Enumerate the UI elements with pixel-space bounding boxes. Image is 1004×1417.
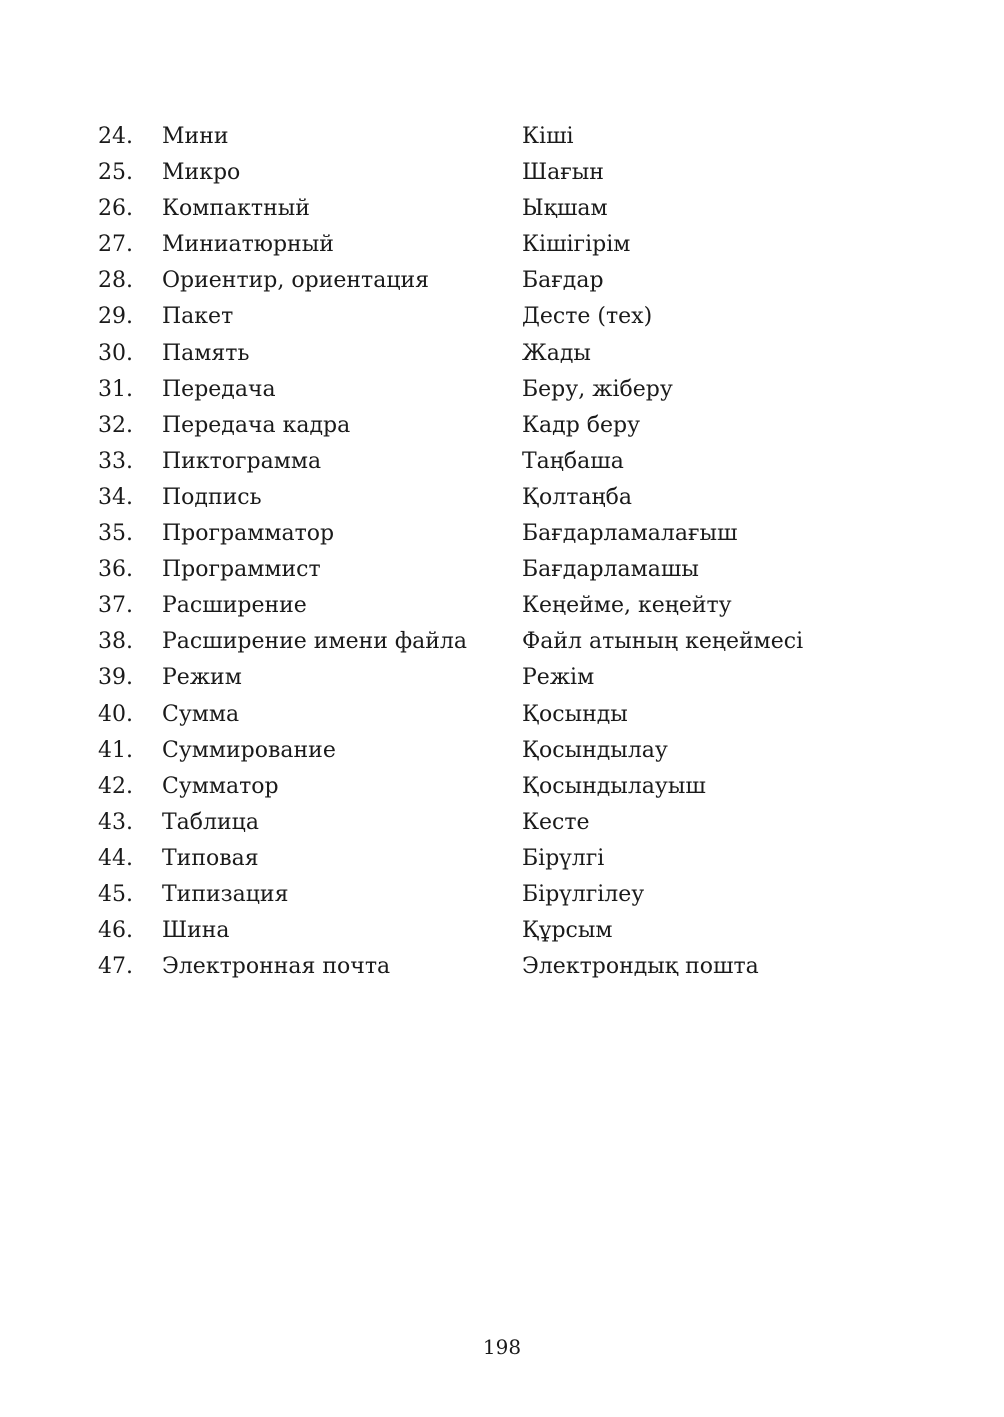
kazakh-term: Жады	[522, 340, 591, 366]
entry-number: 30.	[98, 340, 133, 366]
glossary-row	[0, 588, 1004, 624]
glossary-row	[0, 372, 1004, 408]
kazakh-term: Бірүлгілеу	[522, 881, 645, 907]
russian-term: Компактный	[162, 196, 310, 222]
russian-term: Подпись	[162, 484, 262, 510]
entry-number: 27.	[98, 232, 133, 258]
entry-number: 37.	[98, 593, 133, 619]
russian-term: Миниатюрный	[162, 232, 334, 258]
entry-number: 42.	[98, 773, 133, 799]
russian-term: Шина	[162, 918, 230, 944]
russian-term: Сумма	[162, 701, 240, 727]
russian-term: Микро	[162, 160, 241, 186]
kazakh-term: Бірүлгі	[522, 845, 605, 871]
glossary-row	[0, 552, 1004, 588]
entry-number: 33.	[98, 448, 133, 474]
russian-term: Суммирование	[162, 737, 336, 763]
russian-term: Программатор	[162, 521, 335, 547]
entry-number: 39.	[98, 665, 133, 691]
russian-term: Типизация	[162, 881, 289, 907]
russian-term: Ориентир, ориентация	[162, 268, 430, 294]
kazakh-term: Кеңейме, кеңейту	[522, 593, 732, 619]
glossary-row	[0, 516, 1004, 552]
kazakh-term: Бағдарламалағыш	[522, 521, 738, 547]
glossary-row	[0, 408, 1004, 444]
kazakh-term: Кіші	[522, 124, 574, 149]
russian-term: Пакет	[162, 304, 234, 330]
glossary-row	[0, 769, 1004, 805]
entry-number: 43.	[98, 809, 133, 835]
russian-term: Электронная почта	[162, 954, 391, 980]
kazakh-term: Қосындылауыш	[522, 773, 706, 799]
russian-term: Расширение	[162, 593, 307, 619]
kazakh-term: Қосындылау	[522, 737, 668, 763]
glossary-row	[0, 299, 1004, 335]
glossary-row	[0, 733, 1004, 769]
russian-term: Расширение имени файла	[162, 629, 468, 655]
kazakh-term: Шағын	[522, 160, 604, 186]
entry-number: 47.	[98, 954, 133, 980]
kazakh-term: Режім	[522, 665, 595, 691]
russian-term: Память	[162, 340, 250, 366]
entry-number: 34.	[98, 484, 133, 510]
kazakh-term: Ықшам	[522, 196, 608, 222]
russian-term: Передача кадра	[162, 412, 351, 438]
entry-number: 44.	[98, 845, 133, 871]
kazakh-term: Құрсым	[522, 918, 613, 944]
glossary-row	[0, 877, 1004, 913]
russian-term: Передача	[162, 376, 276, 402]
entry-number: 28.	[98, 268, 133, 294]
russian-term: Режим	[162, 665, 242, 691]
entry-number: 26.	[98, 196, 133, 222]
entry-number: 45.	[98, 881, 133, 907]
glossary-row	[0, 444, 1004, 480]
glossary-row	[0, 227, 1004, 263]
glossary-row	[0, 660, 1004, 696]
glossary-row	[0, 841, 1004, 877]
glossary-row	[0, 697, 1004, 733]
kazakh-term: Кішігірім	[522, 232, 631, 258]
entry-number: 32.	[98, 412, 133, 438]
glossary-row	[0, 263, 1004, 299]
entry-number: 38.	[98, 629, 133, 655]
entry-number: 31.	[98, 376, 133, 402]
kazakh-term: Қосынды	[522, 701, 628, 727]
glossary-row	[0, 805, 1004, 841]
kazakh-term: Десте (тех)	[522, 304, 653, 330]
page-number: 198	[482, 1335, 522, 1359]
entry-number: 24.	[98, 124, 133, 149]
kazakh-term: Бағдар	[522, 268, 604, 294]
entry-number: 40.	[98, 701, 133, 727]
russian-term: Типовая	[162, 845, 259, 871]
kazakh-term: Қолтаңба	[522, 484, 632, 510]
russian-term: Пиктограмма	[162, 448, 322, 474]
glossary-row	[0, 155, 1004, 191]
entry-number: 46.	[98, 918, 133, 944]
kazakh-term: Таңбаша	[522, 448, 624, 474]
glossary-row	[0, 119, 1004, 155]
glossary-row	[0, 191, 1004, 227]
entry-number: 41.	[98, 737, 133, 763]
entry-number: 29.	[98, 304, 133, 330]
russian-term: Мини	[162, 124, 229, 149]
glossary-list	[0, 119, 1004, 985]
entry-number: 35.	[98, 521, 133, 547]
russian-term: Таблица	[162, 809, 259, 835]
glossary-row	[0, 624, 1004, 660]
kazakh-term: Беру, жіберу	[522, 376, 673, 402]
glossary-row	[0, 336, 1004, 372]
glossary-row	[0, 480, 1004, 516]
kazakh-term: Бағдарламашы	[522, 557, 699, 583]
russian-term: Сумматор	[162, 773, 279, 799]
kazakh-term: Электрондық пошта	[522, 954, 759, 980]
russian-term: Программист	[162, 557, 321, 583]
entry-number: 25.	[98, 160, 133, 186]
entry-number: 36.	[98, 557, 133, 583]
kazakh-term: Файл атының кеңеймесі	[522, 629, 804, 655]
kazakh-term: Кесте	[522, 809, 590, 835]
glossary-row	[0, 913, 1004, 949]
glossary-row	[0, 949, 1004, 985]
kazakh-term: Кадр беру	[522, 412, 641, 438]
